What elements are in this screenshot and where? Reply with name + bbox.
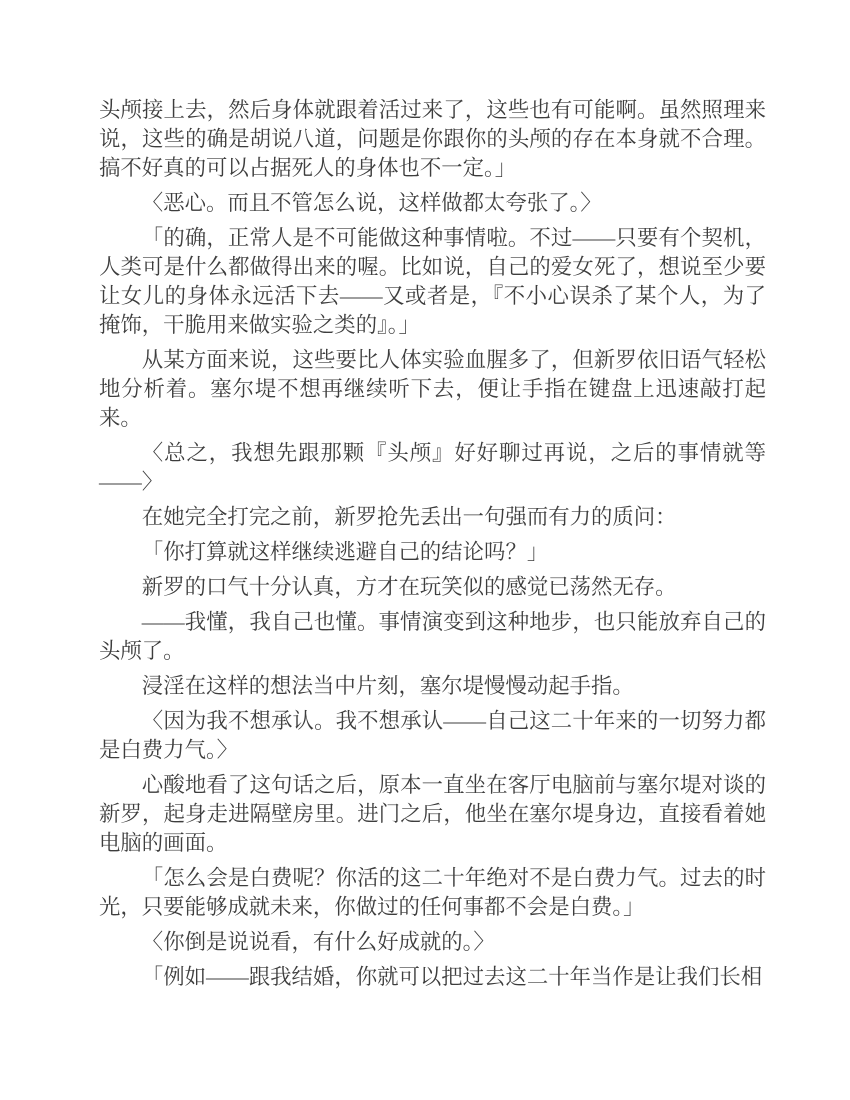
paragraph: 「你打算就这样继续逃避自己的结论吗？」: [141, 540, 549, 564]
paragraph: 〈恶心。而且不管怎么说，这样做都太夸张了。〉: [141, 191, 602, 215]
paragraph: 心酸地看了这句话之后，原本一直坐在客厅电脑前与塞尔堤对谈的新罗，起身走进隔壁房里。进门之后，他坐在塞尔堤身边，直接看着她电脑的画面。: [99, 773, 766, 855]
paragraph: 「的确，正常人是不可能做这种事情啦。不过——只要有个契机，人类可是什么都做得出来的喔。比如说，自己的爱女死了，想说至少要让女儿的身体永远活下去——又或者是，『不小心误杀了某个人，为了掩饰，干脆用来做实验之类的』。」: [99, 226, 766, 337]
paragraph: 头颅接上去，然后身体就跟着活过来了，这些也有可能啊。虽然照理来说，这些的确是胡说八道，问题是你跟你的头颅的存在本身就不合理。搞不好真的可以占据死人的身体也不一定。」: [99, 98, 766, 180]
paragraph: 在她完全打完之前，新罗抢先丢出一句强而有力的质问：: [141, 505, 677, 529]
paragraph: 新罗的口气十分认真，方才在玩笑似的感觉已荡然无存。: [141, 575, 677, 599]
paragraph: 「例如——跟我结婚，你就可以把过去这二十年当作是让我们长相: [141, 965, 763, 989]
body-text: [99, 96, 766, 998]
paragraph: ——我懂，我自己也懂。事情演变到这种地步，也只能放弃自己的头颅了。: [99, 610, 766, 663]
paragraph: 〈总之，我想先跟那颗『头颅』好好聊过再说，之后的事情就等——〉: [99, 441, 766, 494]
paragraph: 〈因为我不想承认。我不想承认——自己这二十年来的一切努力都是白费力气。〉: [99, 709, 766, 762]
paragraph: 从某方面来说，这些要比人体实验血腥多了，但新罗依旧语气轻松地分析着。塞尔堤不想再继续听下去，便让手指在键盘上迅速敲打起来。: [99, 348, 766, 430]
paragraph: 浸淫在这样的想法当中片刻，塞尔堤慢慢动起手指。: [141, 674, 634, 698]
paragraph: 「怎么会是白费呢？你活的这二十年绝对不是白费力气。过去的时光，只要能够成就未来，你做过的任何事都不会是白费。」: [99, 866, 766, 919]
paragraph: 〈你倒是说说看，有什么好成就的。〉: [141, 930, 495, 954]
